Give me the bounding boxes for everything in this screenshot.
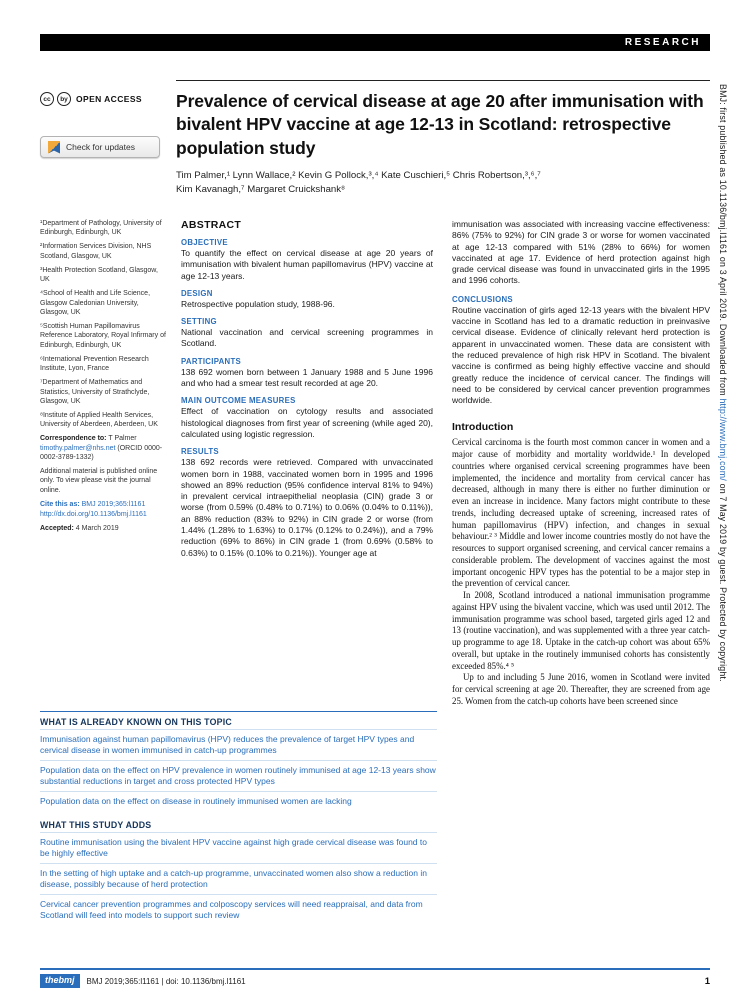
abstract-participants-text: 138 692 women born between 1 January 1988 and 5 June 1996 and who had a smear test result recorded at age 20. bbox=[181, 366, 433, 389]
cite-this-as bbox=[40, 500, 169, 509]
what-is-known-item-2: Population data on the effect on HPV prevalence in women routinely immunised at age 12-13 years show substantial reductions in target and cross protected HPV types bbox=[40, 760, 437, 791]
abstract-outcomes-text: Effect of vaccination on cytology results and associated histological diagnoses from first year of screening (while aged 20), calculated using logistic regression. bbox=[181, 406, 433, 439]
open-access-label: OPEN ACCESS bbox=[76, 94, 142, 104]
affiliation-7: ⁷Department of Mathematics and Statistics, University of Strathclyde, Glasgow, UK bbox=[40, 379, 150, 405]
affiliation-3: ³Health Protection Scotland, Glasgow, UK bbox=[40, 266, 158, 284]
abstract-outcomes-label: MAIN OUTCOME MEASURES bbox=[181, 396, 296, 406]
cc-by-icon: by bbox=[57, 92, 71, 106]
abstract-results-label: RESULTS bbox=[181, 447, 219, 457]
accepted-value: 4 March 2019 bbox=[75, 525, 119, 533]
open-access-badge bbox=[40, 92, 175, 106]
footer-citation: BMJ 2019;365:l1161 | doi: 10.1136/bmj.l1161 bbox=[86, 976, 246, 986]
what-is-known-heading: WHAT IS ALREADY KNOWN ON THIS TOPIC bbox=[40, 717, 232, 727]
cite-label: Cite this as: bbox=[40, 500, 80, 508]
what-is-known-item-3: Population data on the effect on disease in routinely immunised women are lacking bbox=[40, 791, 437, 811]
abstract-heading: ABSTRACT bbox=[181, 219, 242, 231]
check-for-updates-button[interactable] bbox=[40, 136, 160, 158]
side-note-post: on 7 May 2019 by guest. Protected by copyright. bbox=[718, 480, 728, 682]
research-banner bbox=[40, 34, 710, 51]
page-number: 1 bbox=[704, 975, 710, 987]
article-title: Prevalence of cervical disease at age 20 after immunisation with bivalent HPV vaccine at age 12-13 in Scotland: retrospective population study bbox=[176, 91, 704, 158]
introduction-heading: Introduction bbox=[452, 421, 514, 434]
authors-line-1: Tim Palmer,¹ Lynn Wallace,² Kevin G Pollock,³,⁴ Kate Cuschieri,⁵ Chris Robertson,³,⁶,⁷ bbox=[176, 169, 541, 181]
what-this-study-adds-item-3: Cervical cancer prevention programmes and colposcopy services will need reappraisal, and data from Scotland will feed into models to support such review bbox=[40, 894, 437, 925]
side-note-pre: BMJ: first published as 10.1136/bmj.l1161 on 3 April 2019. Downloaded from bbox=[718, 84, 728, 399]
doi-link[interactable]: http://dx.doi.org/10.1136/bmj.l1161 bbox=[40, 511, 147, 519]
correspondence-orcid: (ORCID 0000-0002-3789-1332) bbox=[40, 444, 163, 461]
crossmark-icon bbox=[48, 141, 60, 154]
page-footer bbox=[40, 968, 710, 988]
correspondence-label: Correspondence to: bbox=[40, 435, 107, 443]
what-this-study-adds-item-2: In the setting of high uptake and a catch-up programme, unvaccinated women also show a reduction in disease, possibly because of herd protection bbox=[40, 863, 437, 894]
key-messages-box bbox=[40, 711, 437, 926]
footer-left bbox=[40, 974, 246, 988]
introduction-paragraph-2: In 2008, Scotland introduced a national immunisation programme against HPV using the bivalent vaccine, which was used until 2012. The immunisation programme was school based, targeted girls aged 12 and 13 (routine vaccination), and was supplemented with a three year catch-up programme to age 18. Uptake in the catch-up cohort was about 65% overall, but uptake in the routinely immunised cohorts has consistently exceeded 85%.⁴ ⁵ bbox=[452, 590, 710, 671]
accepted-date bbox=[40, 524, 169, 533]
right-column bbox=[452, 219, 710, 708]
abstract-conclusions-text: Routine vaccination of girls aged 12-13 years with the bivalent HPV vaccine in Scotland has led to a dramatic reduction in preinvasive cervical disease. Evidence of clinically relevant herd protection is apparent in unvaccinated women. These data are consistent with the reduced prevalence of high risk HPV in Scotland. The bivalent vaccine is confirmed as being highly effective vaccine and should greatly reduce the incidence of cervical cancer. The findings will need to be considered by cervical cancer prevention programmes worldwide. bbox=[452, 304, 710, 406]
abstract-results-text: 138 692 records were retrieved. Compared with unvaccinated women born in 1988, vaccinated women born in 1995 and 1996 showed an 89% reduction (95% confidence interval 81% to 94%) in prevalent cervical intraepithelial neoplasia (CIN) grade 3 or worse (from 0.59% (0.48% to 0.71%) to 0.06% (0.04% to 0.11%)), an 88% reduction (83% to 92%) in CIN grade 2 or worse (from 1.44% (1.28% to 1.63%) to 0.17% (0.12% to 0.24%)), and a 79% reduction (69% to 86%) in CIN grade 1 (from 0.69% (0.58% to 0.63%) to 0.15% (0.10% to 0.21%)). Younger age at bbox=[181, 457, 433, 558]
abstract-setting-text: National vaccination and cervical screening programmes in Scotland. bbox=[181, 327, 433, 349]
header-main bbox=[176, 80, 710, 197]
authors-line-2: Kim Kavanagh,⁷ Margaret Cruickshank⁸ bbox=[176, 183, 346, 195]
affiliation-6: ⁶International Prevention Research Institute, Lyon, France bbox=[40, 355, 149, 373]
bmj-url-link[interactable]: http://www.bmj.com/ bbox=[718, 398, 728, 481]
correspondence bbox=[40, 434, 169, 462]
additional-material-note: Additional material is published online only. To view please visit the journal online. bbox=[40, 468, 158, 494]
affiliation-2: ²Information Services Division, NHS Scotland, Glasgow, UK bbox=[40, 243, 152, 260]
abstract-objective-text: To quantify the effect on cervical disease at age 20 years of immunisation with bivalent human papillomavirus (HPV) vaccine at age 12-13 years. bbox=[181, 248, 433, 281]
affiliation-4: ⁴School of Health and Life Science, Glasgow Caledonian University, Glasgow, UK bbox=[40, 290, 151, 316]
introduction-paragraph-3: Up to and including 5 June 2016, women in Scotland were invited for cervical screening at age 20. Thereafter, they are screened from age 25. Women from the catch-up cohorts have been screened since bbox=[452, 672, 710, 706]
introduction-paragraph-1: Cervical carcinoma is the fourth most common cancer in women and a major cause of morbidity and mortality worldwide.¹ In developed countries where organised cervical screening programmes have been implemented, the incidence and mortality from cervical cancer has decreased, although in many there is either no further diminution or even an increase in incidence. Many factors might contribute to these trends, including decreased uptake of screening, increased rates of human papillomavirus (HPV) infection, and changes in sexual behaviour.² ³ Middle and lower income countries mostly do not have the resources to support organised screening, and cervical cancer remains a considerable problem. The development of vaccines against the most important oncogenic HPV types has the potential to be a major step in the prevention of cervical cancer. bbox=[452, 437, 710, 589]
affiliations-column bbox=[40, 219, 169, 539]
what-this-study-adds-item-1: Routine immunisation using the bivalent HPV vaccine against high grade cervical disease was found to be highly effective bbox=[40, 832, 437, 863]
correspondence-name: T Palmer bbox=[108, 435, 137, 443]
correspondence-email-link[interactable]: timothy.palmer@nhs.net bbox=[40, 444, 116, 452]
bmj-logo: thebmj bbox=[40, 974, 80, 988]
abstract-design-text: Retrospective population study, 1988-96. bbox=[181, 298, 335, 309]
cc-icon: cc bbox=[40, 92, 54, 106]
what-is-known-item-1: Immunisation against human papillomavirus (HPV) reduces the prevalence of target HPV types and cervical disease in women immunised in catch-up programmes bbox=[40, 729, 437, 760]
affiliation-5: ⁵Scottish Human Papillomavirus Reference Laboratory, Royal Infirmary of Edinburgh, Edinburgh, UK bbox=[40, 323, 166, 349]
accepted-label: Accepted: bbox=[40, 525, 74, 533]
copyright-side-note bbox=[718, 84, 728, 979]
header-left bbox=[40, 92, 175, 158]
abstract-design-label: DESIGN bbox=[181, 288, 213, 298]
abstract-results-continued: immunisation was associated with increasing vaccine effectiveness: 86% (75% to 92%) for CIN grade 3 or worse for women vaccinated at age 12-13 compared with 51% (28% to 66%) for women vaccinated at age 17. Evidence of herd protection against high grade cervical disease was found in unvaccinated girls in the 1995 and 1996 cohorts. bbox=[452, 219, 710, 286]
abstract-column bbox=[181, 219, 433, 559]
affiliation-1: ¹Department of Pathology, University of Edinburgh, Edinburgh, UK bbox=[40, 220, 162, 237]
check-for-updates-label: Check for updates bbox=[66, 142, 135, 152]
abstract-objective-label: OBJECTIVE bbox=[181, 238, 228, 247]
affiliation-8: ⁸Institute of Applied Health Services, University of Aberdeen, Aberdeen, UK bbox=[40, 411, 158, 429]
research-label: RESEARCH bbox=[624, 37, 701, 48]
abstract-conclusions-label: CONCLUSIONS bbox=[452, 294, 513, 304]
cite-value: BMJ 2019;365:l1161 bbox=[81, 500, 146, 508]
abstract-setting-label: SETTING bbox=[181, 317, 217, 327]
abstract-participants-label: PARTICIPANTS bbox=[181, 356, 242, 366]
what-this-study-adds-heading: WHAT THIS STUDY ADDS bbox=[40, 820, 152, 831]
